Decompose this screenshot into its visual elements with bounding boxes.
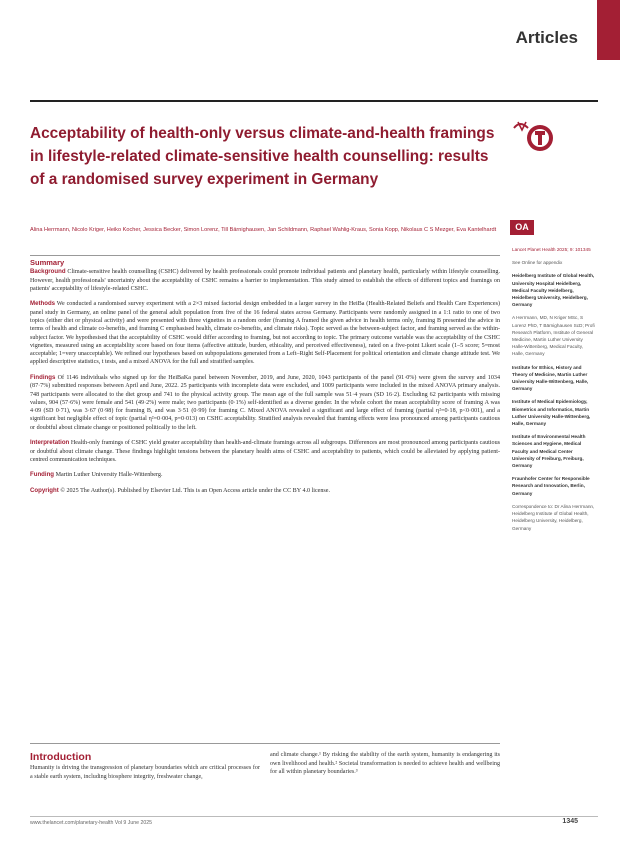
findings-paragraph: [30, 374, 500, 432]
findings-text: Of 1146 individuals who signed up for the HeiBaKa panel between November, 2019, and June, 2020, 1043 participants of the panel (91·0%) were given the survey and 1034 (87·7%) submitted responses between April and June, 2022. 25 participants with incomplete data were excluded, and 1009 participants were included in the mixed ANOVA primary analysis. 748 participants were allocated to the diet group and 741 to the physical activity group. The mean age of the full sample was 51·4 years (SD 16·2). Excluding 62 participants with missing values, 904 (57·6%) were female and 541 (49·2%) were male; two participants (0·1%) self-identified as a diverse gender. In the whole cohort the mean acceptability score of framing A was 4·09 (SD 0·71), was 3·67 (0·98) for framing B, and was 3·51 (0·99) for framing C. Mixed ANOVA revealed a significant and large effect of framing (partial η²=0·18, p<0·001), and a significant but negligible effect of topic (partial η²=0·004, p=0·013) on CSHC acceptability. Stratified analysis revealed that framing effects were less pronounced among participants cautious or doubtful about climate change or positioned politically to the left.: [30, 374, 500, 431]
sidebar-affiliation: Heidelberg Institute of Global Health, University Hospital Heidelberg, Medical Faculty Heidelberg, Heidelberg University, Heidelberg, Germany: [512, 273, 595, 308]
background-paragraph: [30, 268, 500, 293]
background-text: Climate-sensitive health counselling (CSHC) delivered by health professionals could promote individual patients and planetary health, particularly within lifestyle counselling. However, health professionals' uncertainty about the acceptability of CSHC remains a barrier to implementation. This study aimed to establish the effects of different topics and framings on patients' acceptability of lifestyle-related CSHC.: [30, 269, 500, 292]
methods-paragraph: [30, 300, 500, 366]
copyright-label: Copyright: [30, 486, 59, 494]
sidebar: [512, 246, 596, 538]
introduction-rule: [30, 743, 500, 744]
summary-heading: Summary: [30, 258, 65, 267]
findings-label: Findings: [30, 373, 56, 381]
summary-section: [30, 259, 500, 502]
open-access-badge: OA: [510, 220, 534, 235]
sidebar-affiliation: Institute for Ethics, History and Theory of Medicine, Martin Luther University Halle-Wittenberg, Halle, Germany: [512, 364, 589, 392]
interpretation-text: Health-only framings of CSHC yield greater acceptability than health-and-climate framings across all subgroups. Differences are most pronounced among participants cautious or doubtful about climate change. These findings highlight tensions between the planetary health aims of CSHC and acceptability to patients, which could be alleviated by applying patient-centred communication techniques.: [30, 440, 500, 463]
funding-text: Martin Luther University Halle-Wittenberg.: [55, 472, 163, 479]
footer-journal[interactable]: www.thelancet.com/planetary-health Vol 9 June 2025: [30, 820, 152, 826]
footer-rule: [30, 816, 598, 817]
introduction-right-column: and climate change.¹ By risking the stability of the earth system, humanity is endangering its own livelihood and health.² Societal transformation is needed to achieve health and wellbeing for all within planetary boundaries.³: [270, 752, 500, 776]
methods-text: We conducted a randomised survey experiment with a 2×3 mixed factorial design embedded in a larger survey in the HeiBa (Health-Related Beliefs and Health Care Experiences) panel study in Germany, an online panel of the general adult population from five of the 16 federal states across Germany. Participants were randomly assigned in a 1:1 ratio to one of two topics (either diet or physical activity) and were presented with three vignettes in a random order (framing A framed the given advice in health terms only, framing B presented the advice in terms of health and climate co-benefits, and framing C emphasised health, climate co-benefits, and climate risks). Topic served as the between-subject factor, and framing served as the within-subject factor. We hypothesised that the acceptability of CSHC would differ according to framing, but not according to topic. The primary outcome variable was the acceptability of the CSHC vignettes, measured using an acceptability score based on four items (affective attitude, burden, ethicality, and perceived effectiveness), rated on a five-point Likert scale (1–5 score; 5=most acceptable; 1=very unacceptable). We refined our hypotheses based on subpopulations generated from a Left–Right Self-Placement for political orientation and climate change attitude test. We applied descriptive statistics, t tests, and a mixed ANOVA for the full and stratified samples.: [30, 301, 500, 366]
sidebar-citation: Lancet Planet Health 2025; 9: 101345: [512, 247, 591, 252]
funding-label: Funding: [30, 471, 55, 479]
copyright-paragraph: [30, 487, 500, 495]
author-list: Alina Herrmann, Nicolo Kriger, Heiko Kocher, Jessica Becker, Simon Lorenz, Till Bärnighausen, Jan Schildmann, Raphael Wahlig-Kraus, Sonia Kopp, Nikolaus C S Mezger, Eva Kantelhardt: [30, 227, 497, 233]
sidebar-affiliation: A Herrmann, MD, N Kriger MSc, S Lorenz PhD, T Bärnighausen ScD; Profi Research Platform, Institute of General Medicine, Martin Luther University Halle-Wittenberg, Medical Faculty, Halle, Germany: [512, 315, 595, 357]
methods-label: Methods: [30, 300, 56, 308]
funding-paragraph: [30, 471, 500, 479]
article-title: Acceptability of health-only versus climate-and-health framings in lifestyle-related climate-sensitive health counselling: results of a randomised survey experiment in Germany: [30, 125, 495, 188]
interpretation-label: Interpretation: [30, 439, 70, 447]
sidebar-appendix-note: See Online for appendix: [512, 260, 563, 266]
interpretation-paragraph: [30, 439, 500, 464]
page-number: 1345: [562, 818, 578, 825]
sidebar-correspondence: Correspondence to: Dr Alina Herrmann, Heidelberg Institute of Global Health, Heidelberg University, Heidelberg, Germany: [512, 503, 595, 531]
copyright-text: © 2025 The Author(s). Published by Elsevier Ltd. This is an Open Access article under the CC BY 4.0 license.: [60, 487, 331, 494]
summary-rule: [30, 255, 500, 256]
sidebar-affiliation: Institute of Medical Epidemiology, Biometrics and Informatics, Martin Luther University Halle-Wittenberg, Halle, Germany: [512, 399, 591, 427]
background-label: Background: [30, 268, 66, 276]
section-label: Articles: [515, 28, 578, 47]
sidebar-affiliation: Fraunhofer Center for Responsible Research and Innovation, Berlin, Germany: [512, 476, 590, 496]
introduction-left-column: Humanity is driving the transgression of planetary boundaries which are critical processes for a stable earth system, including biosphere integrity, freshwater change,: [30, 765, 260, 780]
section-color-tab: [597, 0, 620, 60]
introduction-heading: Introduction: [30, 751, 92, 763]
sidebar-affiliation: Institute of Environmental Health Sciences and Hygiene, Medical Faculty and Medical Center University of Freiburg, Freiburg, Germany: [512, 434, 586, 469]
header-rule: [30, 100, 598, 102]
crossmark-icon[interactable]: [508, 116, 556, 156]
